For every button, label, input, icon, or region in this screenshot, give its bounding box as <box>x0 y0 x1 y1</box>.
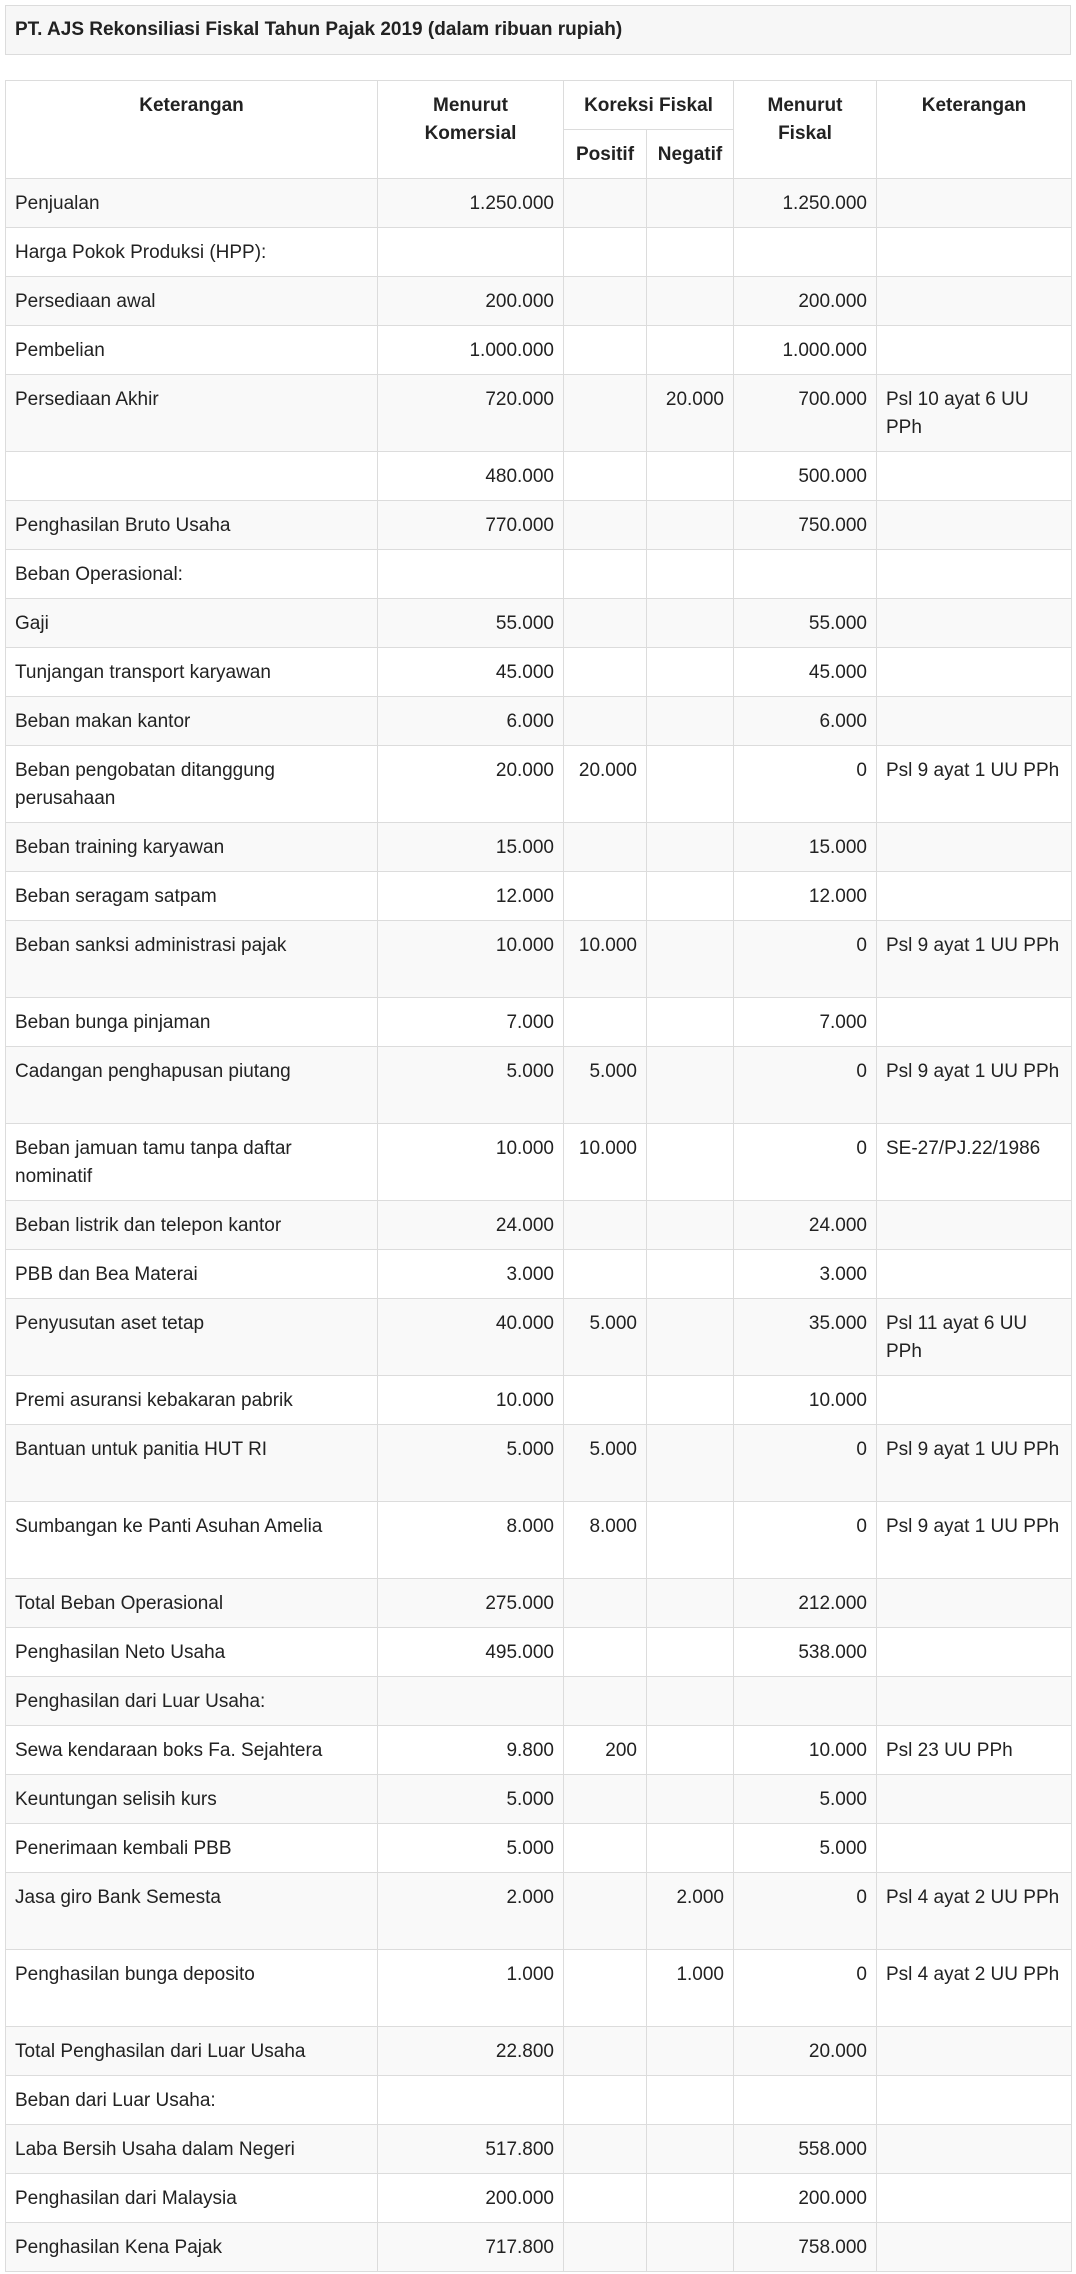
cell-positif <box>564 452 647 501</box>
header-koreksi-fiskal: Koreksi Fiskal <box>564 81 734 130</box>
table-row <box>6 921 1072 998</box>
cell-positif <box>564 2125 647 2174</box>
cell-fiskal: 55.000 <box>734 599 877 648</box>
cell-komersial <box>378 2076 564 2125</box>
cell-keterangan: Beban makan kantor <box>6 697 378 746</box>
table-header <box>6 81 1072 179</box>
table-row <box>6 1047 1072 1124</box>
cell-fiskal: 200.000 <box>734 2174 877 2223</box>
cell-positif <box>564 2174 647 2223</box>
cell-positif <box>564 2223 647 2272</box>
cell-positif <box>564 501 647 550</box>
cell-komersial: 5.000 <box>378 1047 564 1124</box>
header-fiskal: Menurut Fiskal <box>734 81 877 179</box>
table-row <box>6 1299 1072 1376</box>
cell-fiskal: 700.000 <box>734 375 877 452</box>
cell-negatif <box>647 1376 734 1425</box>
table-row <box>6 277 1072 326</box>
cell-positif <box>564 1579 647 1628</box>
cell-negatif <box>647 277 734 326</box>
cell-keterangan: Beban sanksi administrasi pajak <box>6 921 378 998</box>
cell-note <box>877 326 1072 375</box>
cell-note <box>877 599 1072 648</box>
cell-fiskal: 750.000 <box>734 501 877 550</box>
cell-note <box>877 2125 1072 2174</box>
cell-note: Psl 9 ayat 1 UU PPh <box>877 921 1072 998</box>
cell-keterangan: Penghasilan Kena Pajak <box>6 2223 378 2272</box>
cell-komersial: 480.000 <box>378 452 564 501</box>
cell-note <box>877 1201 1072 1250</box>
cell-negatif <box>647 501 734 550</box>
cell-keterangan: Cadangan penghapusan piutang <box>6 1047 378 1124</box>
table-row <box>6 648 1072 697</box>
cell-keterangan: Beban listrik dan telepon kantor <box>6 1201 378 1250</box>
cell-komersial <box>378 550 564 599</box>
table-body <box>6 179 1072 2272</box>
cell-keterangan: Beban jamuan tamu tanpa daftar nominatif <box>6 1124 378 1201</box>
cell-komersial: 10.000 <box>378 1376 564 1425</box>
cell-positif <box>564 1201 647 1250</box>
cell-negatif <box>647 1425 734 1502</box>
cell-note <box>877 1376 1072 1425</box>
cell-komersial: 10.000 <box>378 1124 564 1201</box>
table-row <box>6 1201 1072 1250</box>
cell-negatif <box>647 1775 734 1824</box>
cell-positif: 5.000 <box>564 1047 647 1124</box>
cell-fiskal: 0 <box>734 1502 877 1579</box>
cell-keterangan: Tunjangan transport karyawan <box>6 648 378 697</box>
cell-keterangan: Keuntungan selisih kurs <box>6 1775 378 1824</box>
cell-fiskal: 24.000 <box>734 1201 877 1250</box>
cell-note: Psl 9 ayat 1 UU PPh <box>877 746 1072 823</box>
cell-keterangan: Penghasilan Neto Usaha <box>6 1628 378 1677</box>
table-row <box>6 1425 1072 1502</box>
table-row <box>6 1726 1072 1775</box>
cell-komersial: 24.000 <box>378 1201 564 1250</box>
cell-keterangan: Total Penghasilan dari Luar Usaha <box>6 2027 378 2076</box>
cell-note <box>877 697 1072 746</box>
cell-keterangan: Penjualan <box>6 179 378 228</box>
cell-keterangan: Penyusutan aset tetap <box>6 1299 378 1376</box>
cell-komersial: 5.000 <box>378 1775 564 1824</box>
cell-positif <box>564 2076 647 2125</box>
table-row <box>6 872 1072 921</box>
cell-negatif: 1.000 <box>647 1950 734 2027</box>
cell-positif <box>564 1824 647 1873</box>
cell-komersial: 8.000 <box>378 1502 564 1579</box>
cell-fiskal: 0 <box>734 1425 877 1502</box>
cell-note <box>877 2223 1072 2272</box>
cell-positif <box>564 277 647 326</box>
table-row <box>6 2223 1072 2272</box>
cell-keterangan: Laba Bersih Usaha dalam Negeri <box>6 2125 378 2174</box>
cell-note <box>877 277 1072 326</box>
table-title: PT. AJS Rekonsiliasi Fiskal Tahun Pajak 2019 (dalam ribuan rupiah) <box>5 5 1071 55</box>
cell-fiskal <box>734 550 877 599</box>
table-row <box>6 746 1072 823</box>
cell-negatif <box>647 1628 734 1677</box>
cell-keterangan: Beban dari Luar Usaha: <box>6 2076 378 2125</box>
cell-keterangan: Penghasilan bunga deposito <box>6 1950 378 2027</box>
header-negatif: Negatif <box>647 130 734 179</box>
header-keterangan: Keterangan <box>6 81 378 179</box>
cell-negatif <box>647 2125 734 2174</box>
cell-fiskal: 10.000 <box>734 1726 877 1775</box>
cell-fiskal: 15.000 <box>734 823 877 872</box>
cell-positif: 5.000 <box>564 1299 647 1376</box>
cell-komersial: 717.800 <box>378 2223 564 2272</box>
cell-fiskal: 7.000 <box>734 998 877 1047</box>
cell-keterangan: Total Beban Operasional <box>6 1579 378 1628</box>
cell-positif <box>564 1677 647 1726</box>
table-row <box>6 228 1072 277</box>
cell-note <box>877 2027 1072 2076</box>
cell-fiskal: 0 <box>734 1873 877 1950</box>
cell-komersial: 55.000 <box>378 599 564 648</box>
cell-positif <box>564 375 647 452</box>
cell-positif: 8.000 <box>564 1502 647 1579</box>
cell-fiskal: 0 <box>734 921 877 998</box>
cell-fiskal: 45.000 <box>734 648 877 697</box>
cell-note <box>877 179 1072 228</box>
cell-keterangan: Sewa kendaraan boks Fa. Sejahtera <box>6 1726 378 1775</box>
cell-negatif <box>647 2027 734 2076</box>
cell-fiskal <box>734 228 877 277</box>
cell-fiskal: 0 <box>734 1950 877 2027</box>
cell-fiskal: 0 <box>734 746 877 823</box>
cell-positif <box>564 1873 647 1950</box>
cell-komersial: 7.000 <box>378 998 564 1047</box>
cell-note <box>877 501 1072 550</box>
cell-negatif <box>647 550 734 599</box>
cell-note <box>877 452 1072 501</box>
cell-keterangan: Beban pengobatan ditanggung perusahaan <box>6 746 378 823</box>
cell-note: Psl 9 ayat 1 UU PPh <box>877 1502 1072 1579</box>
cell-fiskal: 1.250.000 <box>734 179 877 228</box>
table-row <box>6 550 1072 599</box>
table-row <box>6 697 1072 746</box>
cell-negatif <box>647 1047 734 1124</box>
cell-positif <box>564 326 647 375</box>
cell-keterangan: PBB dan Bea Materai <box>6 1250 378 1299</box>
cell-negatif <box>647 1201 734 1250</box>
cell-fiskal: 538.000 <box>734 1628 877 1677</box>
cell-negatif <box>647 921 734 998</box>
cell-keterangan: Beban bunga pinjaman <box>6 998 378 1047</box>
table-row <box>6 599 1072 648</box>
cell-negatif: 20.000 <box>647 375 734 452</box>
table-row <box>6 1950 1072 2027</box>
cell-komersial: 495.000 <box>378 1628 564 1677</box>
cell-fiskal: 12.000 <box>734 872 877 921</box>
cell-negatif <box>647 823 734 872</box>
table-row <box>6 501 1072 550</box>
cell-fiskal: 0 <box>734 1047 877 1124</box>
cell-note <box>877 1775 1072 1824</box>
table-row <box>6 326 1072 375</box>
cell-negatif <box>647 1726 734 1775</box>
cell-komersial: 15.000 <box>378 823 564 872</box>
table-row <box>6 1250 1072 1299</box>
cell-note <box>877 550 1072 599</box>
table-row <box>6 1775 1072 1824</box>
cell-fiskal <box>734 1677 877 1726</box>
cell-note <box>877 872 1072 921</box>
cell-negatif <box>647 1250 734 1299</box>
cell-positif <box>564 1628 647 1677</box>
cell-fiskal: 500.000 <box>734 452 877 501</box>
header-komersial: Menurut Komersial <box>378 81 564 179</box>
cell-note: SE-27/PJ.22/1986 <box>877 1124 1072 1201</box>
cell-note <box>877 998 1072 1047</box>
table-row <box>6 452 1072 501</box>
cell-keterangan: Harga Pokok Produksi (HPP): <box>6 228 378 277</box>
cell-note <box>877 1677 1072 1726</box>
header-positif: Positif <box>564 130 647 179</box>
cell-komersial: 20.000 <box>378 746 564 823</box>
table-row <box>6 1677 1072 1726</box>
cell-komersial: 40.000 <box>378 1299 564 1376</box>
cell-fiskal: 212.000 <box>734 1579 877 1628</box>
cell-keterangan <box>6 452 378 501</box>
table-row <box>6 179 1072 228</box>
cell-fiskal: 1.000.000 <box>734 326 877 375</box>
cell-note <box>877 1579 1072 1628</box>
cell-keterangan: Beban training karyawan <box>6 823 378 872</box>
cell-positif: 200 <box>564 1726 647 1775</box>
cell-keterangan: Gaji <box>6 599 378 648</box>
table-row <box>6 1628 1072 1677</box>
cell-negatif: 2.000 <box>647 1873 734 1950</box>
table-row <box>6 375 1072 452</box>
cell-note <box>877 1628 1072 1677</box>
cell-negatif <box>647 872 734 921</box>
cell-note <box>877 2174 1072 2223</box>
cell-komersial: 9.800 <box>378 1726 564 1775</box>
table-row <box>6 2076 1072 2125</box>
cell-komersial: 22.800 <box>378 2027 564 2076</box>
table-row <box>6 998 1072 1047</box>
cell-fiskal: 3.000 <box>734 1250 877 1299</box>
cell-note: Psl 9 ayat 1 UU PPh <box>877 1047 1072 1124</box>
cell-positif <box>564 1376 647 1425</box>
cell-keterangan: Penerimaan kembali PBB <box>6 1824 378 1873</box>
table-row <box>6 1579 1072 1628</box>
cell-positif: 10.000 <box>564 921 647 998</box>
table-row <box>6 1376 1072 1425</box>
cell-note <box>877 228 1072 277</box>
cell-komersial: 720.000 <box>378 375 564 452</box>
cell-negatif <box>647 2076 734 2125</box>
cell-positif <box>564 823 647 872</box>
cell-note <box>877 648 1072 697</box>
cell-positif <box>564 872 647 921</box>
cell-komersial: 6.000 <box>378 697 564 746</box>
cell-komersial: 2.000 <box>378 1873 564 1950</box>
cell-positif: 10.000 <box>564 1124 647 1201</box>
cell-komersial: 275.000 <box>378 1579 564 1628</box>
cell-negatif <box>647 452 734 501</box>
cell-note <box>877 1250 1072 1299</box>
cell-komersial <box>378 228 564 277</box>
cell-negatif <box>647 228 734 277</box>
table-row <box>6 2027 1072 2076</box>
cell-positif <box>564 228 647 277</box>
cell-note: Psl 10 ayat 6 UU PPh <box>877 375 1072 452</box>
cell-negatif <box>647 2223 734 2272</box>
cell-positif: 5.000 <box>564 1425 647 1502</box>
header-keterangan-note: Keterangan <box>877 81 1072 179</box>
cell-komersial: 45.000 <box>378 648 564 697</box>
cell-negatif <box>647 697 734 746</box>
cell-keterangan: Premi asuransi kebakaran pabrik <box>6 1376 378 1425</box>
cell-komersial: 10.000 <box>378 921 564 998</box>
cell-keterangan: Penghasilan dari Luar Usaha: <box>6 1677 378 1726</box>
cell-negatif <box>647 599 734 648</box>
cell-negatif <box>647 1579 734 1628</box>
cell-note: Psl 9 ayat 1 UU PPh <box>877 1425 1072 1502</box>
cell-negatif <box>647 1299 734 1376</box>
cell-positif <box>564 550 647 599</box>
cell-positif <box>564 998 647 1047</box>
cell-keterangan: Penghasilan Bruto Usaha <box>6 501 378 550</box>
cell-komersial: 1.000 <box>378 1950 564 2027</box>
cell-keterangan: Bantuan untuk panitia HUT RI <box>6 1425 378 1502</box>
cell-fiskal: 200.000 <box>734 277 877 326</box>
cell-keterangan: Sumbangan ke Panti Asuhan Amelia <box>6 1502 378 1579</box>
cell-komersial <box>378 1677 564 1726</box>
cell-positif: 20.000 <box>564 746 647 823</box>
cell-keterangan: Beban seragam satpam <box>6 872 378 921</box>
table-row <box>6 1502 1072 1579</box>
cell-fiskal: 20.000 <box>734 2027 877 2076</box>
cell-fiskal: 5.000 <box>734 1775 877 1824</box>
cell-negatif <box>647 1124 734 1201</box>
cell-negatif <box>647 2174 734 2223</box>
cell-komersial: 3.000 <box>378 1250 564 1299</box>
cell-negatif <box>647 179 734 228</box>
table-row <box>6 2125 1072 2174</box>
cell-negatif <box>647 746 734 823</box>
cell-komersial: 5.000 <box>378 1824 564 1873</box>
cell-komersial: 770.000 <box>378 501 564 550</box>
cell-note: Psl 4 ayat 2 UU PPh <box>877 1950 1072 2027</box>
cell-keterangan: Pembelian <box>6 326 378 375</box>
cell-fiskal: 558.000 <box>734 2125 877 2174</box>
cell-fiskal: 10.000 <box>734 1376 877 1425</box>
cell-komersial: 517.800 <box>378 2125 564 2174</box>
cell-negatif <box>647 998 734 1047</box>
cell-positif <box>564 1775 647 1824</box>
cell-note: Psl 11 ayat 6 UU PPh <box>877 1299 1072 1376</box>
cell-fiskal: 35.000 <box>734 1299 877 1376</box>
cell-note: Psl 4 ayat 2 UU PPh <box>877 1873 1072 1950</box>
cell-keterangan: Persediaan awal <box>6 277 378 326</box>
cell-fiskal <box>734 2076 877 2125</box>
cell-positif <box>564 1250 647 1299</box>
cell-negatif <box>647 1502 734 1579</box>
cell-komersial: 200.000 <box>378 277 564 326</box>
cell-negatif <box>647 648 734 697</box>
cell-keterangan: Jasa giro Bank Semesta <box>6 1873 378 1950</box>
cell-keterangan: Beban Operasional: <box>6 550 378 599</box>
cell-positif <box>564 2027 647 2076</box>
document <box>5 5 1071 2258</box>
cell-keterangan: Persediaan Akhir <box>6 375 378 452</box>
cell-positif <box>564 648 647 697</box>
cell-negatif <box>647 1677 734 1726</box>
cell-komersial: 12.000 <box>378 872 564 921</box>
table-row <box>6 823 1072 872</box>
cell-fiskal: 5.000 <box>734 1824 877 1873</box>
cell-komersial: 5.000 <box>378 1425 564 1502</box>
cell-komersial: 1.000.000 <box>378 326 564 375</box>
cell-positif <box>564 697 647 746</box>
cell-keterangan: Penghasilan dari Malaysia <box>6 2174 378 2223</box>
reconciliation-table <box>5 80 1072 2272</box>
cell-note <box>877 823 1072 872</box>
cell-note <box>877 1824 1072 1873</box>
cell-positif <box>564 1950 647 2027</box>
cell-fiskal: 6.000 <box>734 697 877 746</box>
cell-komersial: 200.000 <box>378 2174 564 2223</box>
cell-komersial: 1.250.000 <box>378 179 564 228</box>
table-row <box>6 1873 1072 1950</box>
table-row <box>6 1824 1072 1873</box>
cell-note <box>877 2076 1072 2125</box>
cell-note: Psl 23 UU PPh <box>877 1726 1072 1775</box>
table-row <box>6 2174 1072 2223</box>
cell-fiskal: 758.000 <box>734 2223 877 2272</box>
table-row <box>6 1124 1072 1201</box>
cell-negatif <box>647 326 734 375</box>
cell-positif <box>564 599 647 648</box>
cell-positif <box>564 179 647 228</box>
cell-fiskal: 0 <box>734 1124 877 1201</box>
cell-negatif <box>647 1824 734 1873</box>
